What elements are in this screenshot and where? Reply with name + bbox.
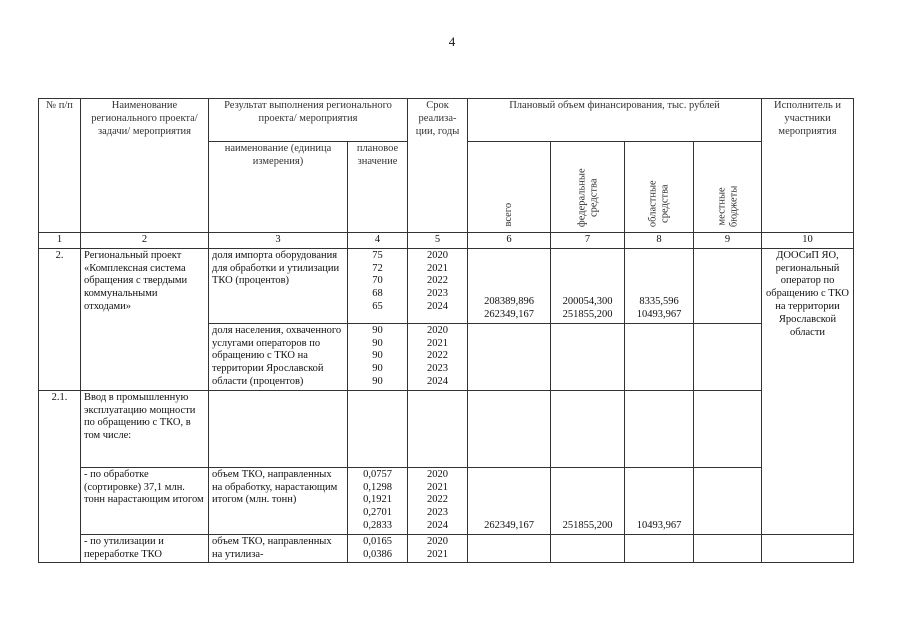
indicator-value: 0,0757 xyxy=(363,468,392,480)
row-num: 2.1. xyxy=(39,390,81,563)
col-number: 1 xyxy=(39,233,81,249)
fin-total xyxy=(468,323,551,390)
fin-regional xyxy=(625,534,694,563)
indicator-year: 2023 xyxy=(427,288,448,300)
indicator-value: 90 xyxy=(372,363,383,375)
indicator-value: 0,2701 xyxy=(363,507,392,519)
table-row xyxy=(39,534,854,563)
fin-local xyxy=(694,390,762,467)
header-fin-local xyxy=(694,142,762,233)
indicator-value: 65 xyxy=(372,300,383,312)
header-result-name: наименование (единица измерения) xyxy=(209,142,348,233)
indicator-year: 2022 xyxy=(427,350,448,362)
indicator-year: 2024 xyxy=(427,300,448,312)
fin-value: 262349,167 xyxy=(484,309,534,320)
header-fin-total xyxy=(468,142,551,233)
indicator-year: 2021 xyxy=(427,481,448,493)
fin-regional xyxy=(625,248,694,323)
indicator-value: 0,0165 xyxy=(363,535,392,547)
row-name: Региональный проект «Комплексная система обращения с твердыми коммунальными отходами» xyxy=(81,248,209,390)
indicator-value: 0,1921 xyxy=(363,494,392,506)
indicator-values xyxy=(348,390,408,467)
fin-local xyxy=(694,323,762,390)
col-number: 5 xyxy=(408,233,468,249)
header-fin-regional xyxy=(625,142,694,233)
row-name: Ввод в промышленную эксплуатацию мощности по обращению с ТКО, в том числе: xyxy=(81,390,209,467)
header-fin-federal-label: федеральные средства xyxy=(575,168,599,227)
indicator-year: 2023 xyxy=(427,507,448,519)
indicator-value: 72 xyxy=(372,262,383,274)
indicator-value: 90 xyxy=(372,324,383,336)
row-name: - по обработке (сортировке) 37,1 млн. тонн нарастающим итогом xyxy=(81,467,209,534)
fin-federal xyxy=(551,323,625,390)
indicator-year: 2020 xyxy=(427,249,448,261)
fin-federal xyxy=(551,390,625,467)
indicator-values xyxy=(348,248,408,323)
fin-federal xyxy=(551,248,625,323)
fin-local xyxy=(694,467,762,534)
header-fin-federal xyxy=(551,142,625,233)
indicator-value: 90 xyxy=(372,350,383,362)
indicator-value: 0,1298 xyxy=(363,481,392,493)
indicator-years xyxy=(408,248,468,323)
row-num: 2. xyxy=(39,248,81,390)
indicator-value: 90 xyxy=(372,375,383,387)
indicator-value: 75 xyxy=(372,249,383,261)
col-number: 9 xyxy=(694,233,762,249)
fin-regional xyxy=(625,323,694,390)
header-name: Наименование регионального проекта/задачи/ мероприятия xyxy=(81,99,209,233)
indicator-name: объем ТКО, направленных на обработку, нарастающим итогом (млн. тонн) xyxy=(209,467,348,534)
indicator-year: 2020 xyxy=(427,535,448,547)
row-executor xyxy=(762,534,854,563)
header-financing: Плановый объем финансирования, тыс. рублей xyxy=(468,99,762,142)
fin-federal xyxy=(551,534,625,563)
col-number: 6 xyxy=(468,233,551,249)
col-number: 3 xyxy=(209,233,348,249)
indicator-year: 2020 xyxy=(427,468,448,480)
indicator-values xyxy=(348,534,408,563)
fin-value: 251855,200 xyxy=(562,519,613,531)
indicator-value: 0,0386 xyxy=(363,548,392,560)
table-row xyxy=(39,467,854,534)
indicator-years xyxy=(408,390,468,467)
fin-value: 262349,167 xyxy=(484,519,534,531)
indicator-value: 70 xyxy=(372,275,383,287)
fin-total xyxy=(468,534,551,563)
indicator-year: 2023 xyxy=(427,363,448,375)
fin-total xyxy=(468,467,551,534)
fin-local xyxy=(694,534,762,563)
header-result: Результат выполнения регионального проекта/ мероприятия xyxy=(209,99,408,142)
fin-value: 208389,896 xyxy=(484,296,534,308)
header-num: № п/п xyxy=(39,99,81,233)
col-number: 8 xyxy=(625,233,694,249)
indicator-year: 2021 xyxy=(427,262,448,274)
column-numbers-row xyxy=(39,233,854,249)
indicator-year: 2022 xyxy=(427,275,448,287)
fin-value: 10493,967 xyxy=(636,309,682,320)
fin-total xyxy=(468,248,551,323)
indicator-years xyxy=(408,323,468,390)
fin-total xyxy=(468,390,551,467)
fin-value: 8335,596 xyxy=(639,296,679,308)
indicator-year: 2021 xyxy=(427,548,448,560)
indicator-values xyxy=(348,467,408,534)
indicator-years xyxy=(408,467,468,534)
fin-regional xyxy=(625,467,694,534)
indicator-name: объем ТКО, направленных на утилиза- xyxy=(209,534,348,563)
page-number: 4 xyxy=(448,34,456,49)
col-number: 10 xyxy=(762,233,854,249)
header-executor: Исполнитель и участники мероприятия xyxy=(762,99,854,233)
header-term: Срок реализа-ции, годы xyxy=(408,99,468,233)
row-executor: ДООСиП ЯО, региональный оператор по обращению с ТКО на территории Ярославской области xyxy=(762,248,854,534)
col-number: 7 xyxy=(551,233,625,249)
header-fin-local-label: местные бюджеты xyxy=(715,185,739,227)
header-result-value: плановое значение xyxy=(348,142,408,233)
col-number: 2 xyxy=(81,233,209,249)
indicator-value: 68 xyxy=(372,288,383,300)
indicator-year: 2022 xyxy=(427,494,448,506)
row-name: - по утилизации и переработке ТКО xyxy=(81,534,209,563)
col-number: 4 xyxy=(348,233,408,249)
indicator-year: 2024 xyxy=(427,375,448,387)
header-fin-regional-label: областные средства xyxy=(647,180,670,227)
header-fin-total-label: всего xyxy=(503,203,515,227)
fin-regional xyxy=(625,390,694,467)
indicator-name xyxy=(209,390,348,467)
indicator-value: 90 xyxy=(372,337,383,349)
indicator-year: 2024 xyxy=(427,519,448,531)
indicator-name: доля импорта оборудования для обработки и утилизации ТКО (процентов) xyxy=(209,248,348,323)
table-row xyxy=(39,248,854,323)
financing-plan-table xyxy=(38,98,854,563)
fin-local xyxy=(694,248,762,323)
fin-federal xyxy=(551,467,625,534)
indicator-year: 2020 xyxy=(427,324,448,336)
table-row xyxy=(39,390,854,467)
fin-value: 200054,300 xyxy=(562,296,613,308)
fin-value: 251855,200 xyxy=(562,309,613,320)
indicator-years xyxy=(408,534,468,563)
indicator-value: 0,2833 xyxy=(363,519,392,531)
fin-value: 10493,967 xyxy=(636,519,682,531)
indicator-values xyxy=(348,323,408,390)
indicator-year: 2021 xyxy=(427,337,448,349)
header-row xyxy=(39,99,854,142)
indicator-name: доля населения, охваченного услугами операторов по обращению с ТКО на территории Ярославской области (процентов) xyxy=(209,323,348,390)
